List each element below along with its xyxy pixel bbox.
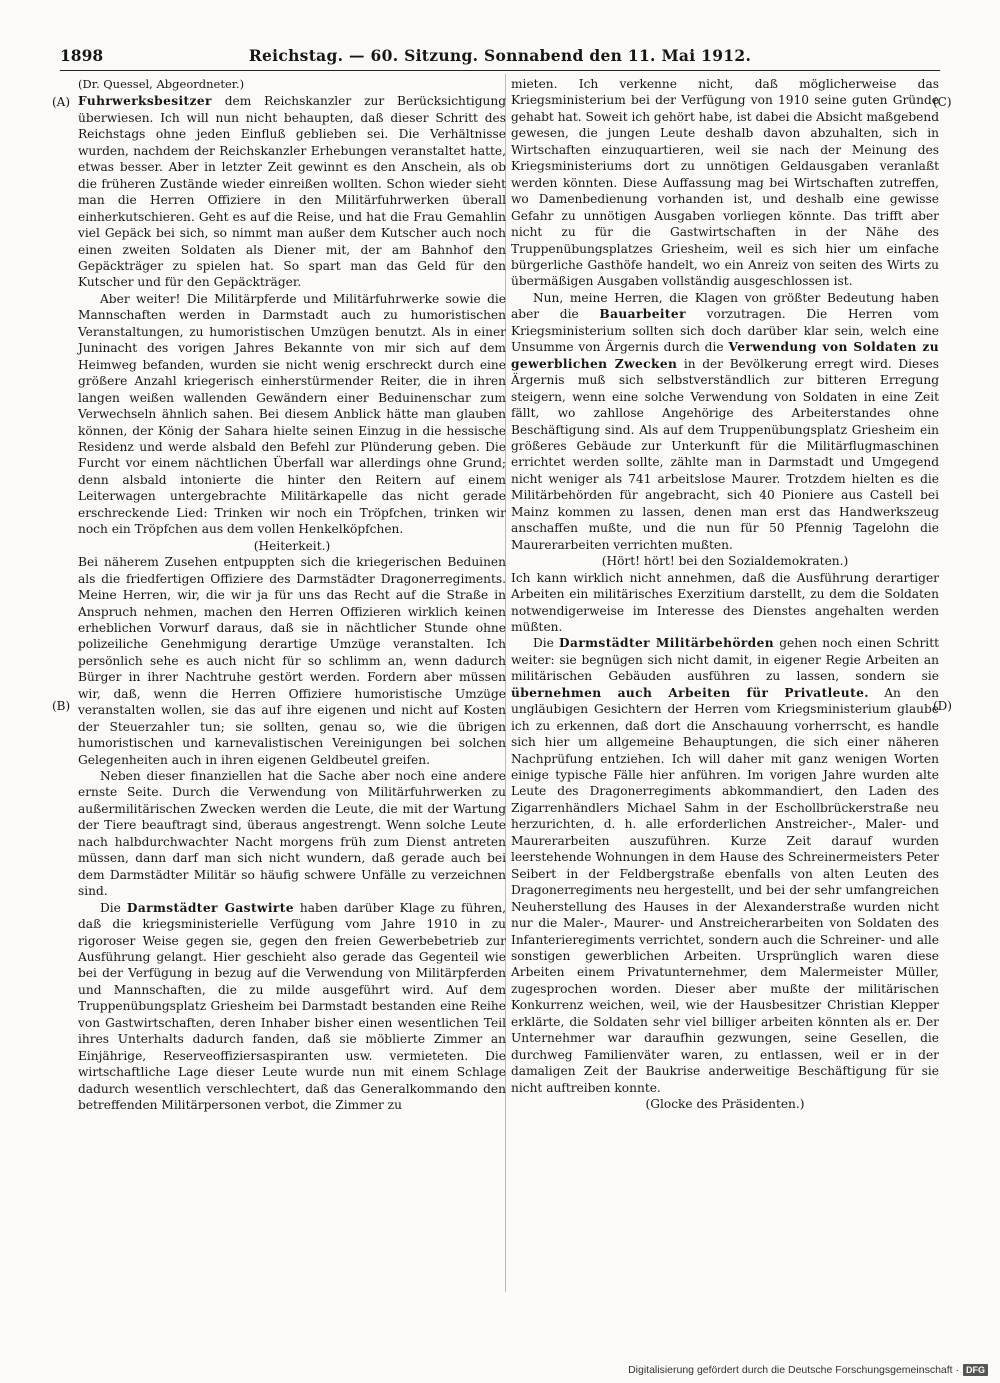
dfg-logo: DFG xyxy=(963,1364,988,1376)
reaction: (Glocke des Präsidenten.) xyxy=(645,1097,805,1112)
margin-mark-c: (C) xyxy=(933,95,952,109)
emphasis: Bauarbeiter xyxy=(599,307,686,322)
footer-text: Digitalisierung gefördert durch die Deutsche Forschungsgemeinschaft · xyxy=(628,1364,959,1376)
emphasis: Darmstädter Gastwirte xyxy=(126,900,294,915)
reaction: (Hört! hört! bei den Sozialdemokraten.) xyxy=(601,554,849,569)
paragraph: Bei näherem Zusehen entpuppten sich die kriegerischen Beduinen als die friedfertigen Offiziere des Darmstädter Dragonerregiments. Meine Herren, wir, die wir ja für uns das Recht auf die Straße in Anspruch nehmen, machen den Herren Offizieren wirklich keinen erheblichen Vorwurf daraus, daß sie in nächtlicher Stunde ohne polizeiliche Genehmigung derartige Umzüge veranstalten. Ich persönlich sehe es auch nicht für so schlimm an, wenn dadurch Bürger in ihrer Nachtruhe gestört werden. Fordern aber müssen wir, daß, wenn die Herren Offiziere humoristische Umzüge veranstalten wollen, sie das auf ihre eigenen und nicht auf Kosten der Steuerzahler tun; sie sollten, genau so, wie die übrigen humoristischen und karnevalistischen Vereinigungen bei solchen Gelegenheiten auch in ihren eigenen Geldbeutel greifen. xyxy=(78,555,506,767)
paragraph: Die Darmstädter Militärbehörden gehen noch einen Schritt weiter: sie begnügen sich nicht damit, in eigener Regie Arbeiten an militärischen Gebäuden ausführen zu lassen, sondern sie übernehmen auch Arbeiten für Privatleute. An den ungläubigen Gesichtern der Herren vom Kriegsministerium glaube ich zu erkennen, daß dort die Anschauung vorherrscht, es handle sich hier um allgemeine Behauptungen, die sich einer näheren Nachprüfung entziehen. Ich will daher mit ganz wenigen Worten einige typische Fälle hier anführen. Im vorigen Jahre wurden alte Leute des Dragonerregiments abkommandiert, den Laden des Zigarrenhändlers Michael Sahm in der Eschollbrückerstraße neu herzurichten, d. h. alle erforderlichen Anstreicher-, Maler- und Maurerarbeiten auszuführen. Kurze Zeit darauf wurden leerstehende Wohnungen in dem Hause des Schreinermeisters Peter Seibert in der Feldbergstraße ebenfalls von alten Leuten des Dragonerregiments neu hergestellt, und bei der sehr umfangreichen Neuherstellung des Hauses in der Alexanderstraße wurden nicht nur die Maler-, Maurer- und Anstreicherarbeiten von Soldaten des Infanterieregiments verrichtet, sondern auch die Schreiner- und alle sonstigen gewerblichen Arbeiten. Ursprünglich waren diese Arbeiten einem Privatunternehmer, dem Malermeister Müller, zugesprochen worden. Dieser aber mußte der militärischen Konkurrenz weichen, weil, wie der Hausbesitzer Christian Klepper erklärte, die Soldaten sehr viel billiger arbeiten könnten als er. Der Unternehmer war daraufhin gezwungen, seine Gesellen, die durchweg Familienväter waren, zu entlassen, weil er in der damaligen Zeit der Baukrise anderweitige Beschäftigung für sie nicht auftreiben konnte. xyxy=(511,636,939,1095)
paragraph: mieten. Ich verkenne nicht, daß möglicherweise das Kriegsministerium bei der Verfügung von 1910 seine guten Gründe gehabt hat. Soweit ich gehört habe, ist dabei die Absicht maßgebend gewesen, die jungen Leute deshalb davon abzuhalten, sich in Wirtschaften einzuquartieren, weil sie nach der Meinung des Kriegsministeriums dort zu unnötigen Geldausgaben veranlaßt werden könnten. Diese Auffassung mag bei Wirtschaften zutreffen, wo Damenbedienung vorhanden ist, und deshalb eine gewisse Gefahr zu unnötigen Ausgaben vorliegen könnte. Das trifft aber nicht zu für die Gastwirtschaften in der Nähe des Truppenübungsplatzes Griesheim, weil es sich hier um einfache bürgerliche Gasthöfe handelt, wo ein Anreiz von seiten des Wirts zu übermäßigen Ausgaben vollständig ausgeschlossen ist. xyxy=(511,77,939,289)
right-column xyxy=(511,76,939,1113)
paragraph: Neben dieser finanziellen hat die Sache aber noch eine andere ernste Seite. Durch die Verwendung von Militärfuhrwerken zu außermilitärischen Zwecken werden die Leute, die mit der Wartung der Tiere beauftragt sind, überaus angestrengt. Wenn solche Leute nach halbdurchwachter Nacht morgens früh zum Dienst antreten müssen, dann darf man sich nicht wundern, daß gerade auch bei dem Darmstädter Militär so häufig schwere Unfälle zu verzeichnen sind. xyxy=(78,769,506,899)
reaction: (Heiterkeit.) xyxy=(253,538,331,553)
emphasis: Fuhrwerksbesitzer xyxy=(78,94,212,109)
paragraph: Aber weiter! Die Militärpferde und Militärfuhrwerke sowie die Mannschaften werden in Darmstadt auch zu humoristischen Veranstaltungen, zu humoristischen Umzügen benutzt. Als in einer Juninacht des vorigen Jahres Bekannte von mir sich auf dem Heimweg befanden, wurden sie nicht wenig erschreckt durch eine größere Anzahl kriegerisch einherstürmender Reiter, die in ihren langen weißen wallenden Gewändern einer Beduinenschar zum Verwechseln ähnlich sahen. Bei diesem Anblick hätte man glauben können, der König der Sahara hielte seinen Einzug in die hessische Residenz und werde alsbald den Befehl zur Plünderung geben. Die Furcht vor einem nächtlichen Überfall war allerdings ohne Grund; denn alsbald intonierte die hinter den Reitern auf einem Leiterwagen untergebrachte Militärkapelle das nicht gerade erschreckende Lied: Trinken wir noch ein Tröpfchen, trinken wir noch ein Tröpfchen aus dem vollen Henkelköpfchen. xyxy=(78,291,506,537)
emphasis: Verwendung von Soldaten zu gewerblichen Zwecken xyxy=(511,340,939,371)
page-number: 1898 xyxy=(60,46,104,65)
digitization-footer xyxy=(628,1361,988,1379)
margin-mark-b: (B) xyxy=(52,699,71,713)
paragraph: Ich kann wirklich nicht annehmen, daß die Ausführung derartiger Arbeiten ein militärisches Exerzitium darstellt, zu dem die Soldaten notwendigerweise im Interesse des Dienstes angehalten werden müßten. xyxy=(511,570,939,634)
page-title: Reichstag. — 60. Sitzung. Sonnabend den 11. Mai 1912. xyxy=(248,46,752,65)
emphasis: Darmstädter Militärbehörden xyxy=(559,636,775,651)
paragraph: Fuhrwerksbesitzer dem Reichskanzler zur Berücksichtigung überwiesen. Ich will nun nicht behaupten, daß dieser Schritt des Reichstags ohne jeden Einfluß geblieben sei. Die Verhältnisse wurden, nachdem der Reichskanzler Erhebungen veranstaltet hatte, etwas besser. Aber in letzter Zeit gewinnt es den Anschein, als ob die früheren Zustände wieder einreißen wollten. Schon wieder sieht man die Herren Offiziere in den Militärfuhrwerken überall einherkutschieren. Geht es auf die Reise, und hat die Frau Gemahlin viel Gepäck bei sich, so nimmt man außer dem Kutscher auch noch einen zweiten Soldaten als Diener mit, der am Bahnhof den Gepäckträger zu spielen hat. So spart man das Geld für den Kutscher und für den Gepäckträger. xyxy=(78,94,507,290)
emphasis: übernehmen auch Arbeiten für Privatleute. xyxy=(511,685,869,700)
page-header xyxy=(60,44,940,71)
paragraph: Die Darmstädter Gastwirte haben darüber Klage zu führen, daß die kriegsministerielle Verfügung vom Jahre 1910 in zu rigoroser Weise gegen sie, gegen den freien Gewerbebetrieb zur Ausführung gelangt. Hier geschieht also gerade das Gegenteil wie bei der Verfügung in bezug auf die Verwendung von Militärpferden und Mannschaften, die zu milde ausgeführt wird. Auf dem Truppenübungsplatz Griesheim bei Darmstadt bestanden eine Reihe von Gastwirtschaften, deren Inhaber bisher einen wesentlichen Teil ihres Unterhalts dadurch fanden, daß sie möblierte Zimmer an Einjährige, Reserveoffiziersaspiranten usw. vermieteten. Die wirtschaftliche Lage dieser Leute wurde nun mit einem Schlage dadurch wesentlich verschlechtert, daß das Generalkommando den betreffenden Militärpersonen verbot, die Zimmer zu xyxy=(78,900,507,1113)
margin-mark-a: (A) xyxy=(52,95,71,109)
left-column xyxy=(78,76,506,1114)
margin-mark-d: (D) xyxy=(933,699,952,713)
speaker-note: (Dr. Quessel, Abgeordneter.) xyxy=(78,77,245,91)
paragraph: Nun, meine Herren, die Klagen von größter Bedeutung haben aber die Bauarbeiter vorzutragen. Die Herren vom Kriegsministerium sollten sich doch darüber klar sein, welch eine Unsumme von Ärgernis durch die Verwendung von Soldaten zu gewerblichen Zwecken in der Bevölkerung erregt wird. Dieses Ärgernis muß sich selbstverständlich zur bitteren Erregung steigern, wenn eine solche Verwendung von Soldaten in eine Zeit fällt, wo zahllose Angehörige des Arbeiterstandes ohne Beschäftigung sind. Als auf dem Truppenübungsplatz Griesheim ein größeres Gebäude zur Unterkunft für die Militärflugmaschinen errichtet werden sollte, zählte man in Darmstadt und Umgegend nicht weniger als 741 arbeitslose Maurer. Trotzdem hielten es die Militärbehörden für angebracht, sich 40 Pioniere aus Castell bei Mainz kommen zu lassen, denen man erst das Handwerkszeug anschaffen mußte, und die nun für 50 Pfennig Tagelohn die Maurerarbeiten verrichten mußten. xyxy=(511,290,939,552)
